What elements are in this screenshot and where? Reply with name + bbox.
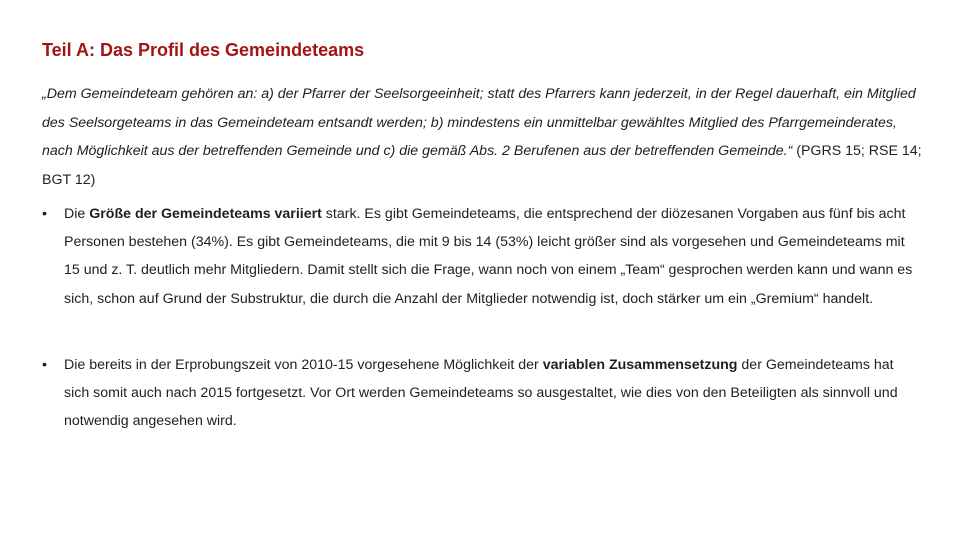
statute-quote — [42, 80, 922, 194]
bullet-marker: • — [42, 357, 47, 373]
slide-title: Teil A: Das Profil des Gemeindeteams — [42, 40, 365, 60]
bullet-text-pre: Die bereits in der Erprobungszeit von 2010-15 vorgesehene Möglichkeit der — [64, 357, 543, 373]
bullet-group-size — [42, 200, 922, 313]
bullet-text-post: stark. Es gibt Gemeindeteams, die entsprechend der diözesanen Vorgaben aus fünf bis acht Personen bestehen (34%). Es gibt Gemeindeteams, die mit 9 bis 14 (53%) leicht größer sind als vorgesehen und Gemeindeteams mit 15 und z. T. deutlich mehr Mitgliedern. Damit stellt sich die Frage, wann noch von einem „Team“ gesprochen werden kann und wann es sich, schon auf Grund der Substruktur, die durch die Anzahl der Mitglieder notwendig ist, doch stärker um ein „Gremium“ handelt. — [64, 206, 913, 307]
bullet-text-bold: Größe der Gemeindeteams variiert — [89, 206, 322, 222]
bullet-text-pre: Die — [64, 206, 90, 222]
bullet-text — [64, 200, 922, 313]
bullet-text — [64, 351, 922, 436]
quote-source: (PGRS 15; RSE 14; BGT 12) — [42, 143, 922, 188]
bullet-composition — [42, 351, 922, 436]
quote-text: „Dem Gemeindeteam gehören an: a) der Pfarrer der Seelsorgeeinheit; statt des Pfarrers kann jederzeit, in der Regel dauerhaft, ein Mitglied des Seelsorgeteams in das Gemeindeteam entsandt werden; b) mindestens ein unmittelbar gewähltes Mitglied des Pfarrgemeinderates, nach Möglichkeit aus der betreffenden Gemeinde und c) die gemäß Abs. 2 Berufenen aus der betreffenden Gemeinde.“ — [42, 86, 916, 159]
bullet-text-post: der Gemeindeteams hat sich somit auch nach 2015 fortgesetzt. Vor Ort werden Gemeindeteams so ausgestaltet, wie dies von den Beteiligten als sinnvoll und notwendig angesehen wird. — [64, 357, 898, 430]
bullet-text-bold: variablen Zusammensetzung — [542, 357, 738, 373]
bullet-marker: • — [42, 206, 47, 222]
